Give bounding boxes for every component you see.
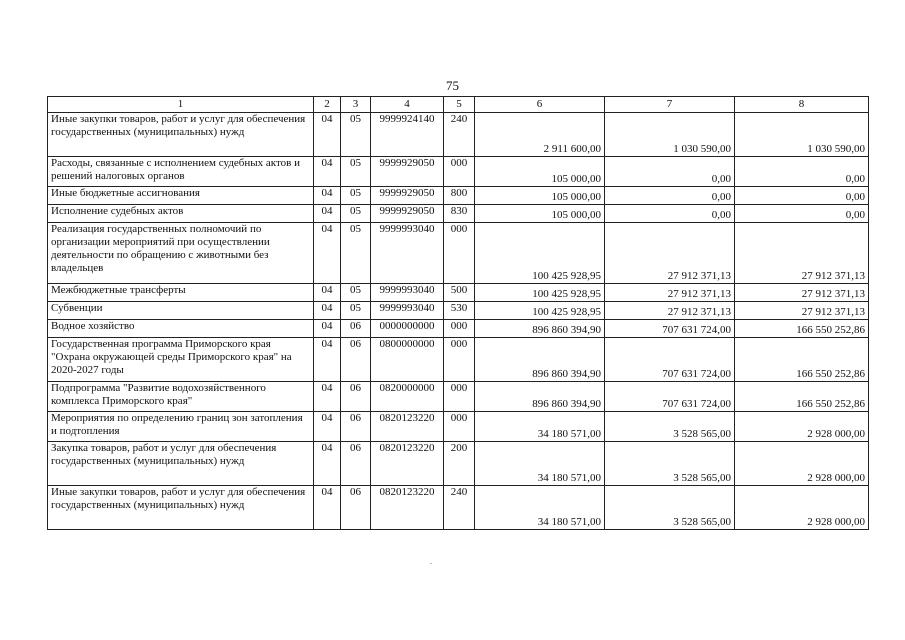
row-amount-3: 2 928 000,00 [735, 486, 869, 530]
row-section: 04 [314, 157, 341, 187]
table-row [48, 320, 869, 338]
col-subsection-header: 3 [341, 97, 371, 113]
row-subsection: 05 [341, 157, 371, 187]
row-subsection: 06 [341, 486, 371, 530]
row-amount-2: 707 631 724,00 [605, 338, 735, 382]
row-amount-1: 100 425 928,95 [475, 284, 605, 302]
row-expense-type: 240 [444, 113, 475, 157]
row-amount-2: 0,00 [605, 157, 735, 187]
row-amount-2: 3 528 565,00 [605, 442, 735, 486]
row-amount-1: 2 911 600,00 [475, 113, 605, 157]
row-amount-3: 2 928 000,00 [735, 412, 869, 442]
row-amount-2: 3 528 565,00 [605, 412, 735, 442]
row-target-article: 0820000000 [371, 382, 444, 412]
row-amount-1: 34 180 571,00 [475, 442, 605, 486]
row-amount-2: 27 912 371,13 [605, 302, 735, 320]
row-amount-1: 896 860 394,90 [475, 382, 605, 412]
row-amount-1: 896 860 394,90 [475, 338, 605, 382]
row-expense-type: 000 [444, 412, 475, 442]
row-amount-2: 27 912 371,13 [605, 284, 735, 302]
row-subsection: 05 [341, 113, 371, 157]
row-amount-3: 27 912 371,13 [735, 284, 869, 302]
row-subsection: 05 [341, 205, 371, 223]
table-row [48, 302, 869, 320]
row-target-article: 9999993040 [371, 284, 444, 302]
row-amount-2: 707 631 724,00 [605, 320, 735, 338]
table-row [48, 205, 869, 223]
row-name: Межбюджетные трансферты [48, 284, 314, 302]
row-section: 04 [314, 302, 341, 320]
row-name: Исполнение судебных актов [48, 205, 314, 223]
row-name: Иные закупки товаров, работ и услуг для обеспечения государственных (муниципальных) нужд [48, 113, 314, 157]
row-amount-3: 27 912 371,13 [735, 223, 869, 284]
table-row [48, 223, 869, 284]
row-section: 04 [314, 223, 341, 284]
row-target-article: 0820123220 [371, 412, 444, 442]
row-expense-type: 530 [444, 302, 475, 320]
row-subsection: 06 [341, 442, 371, 486]
row-subsection: 05 [341, 302, 371, 320]
row-name: Водное хозяйство [48, 320, 314, 338]
row-expense-type: 800 [444, 187, 475, 205]
row-target-article: 9999993040 [371, 302, 444, 320]
row-section: 04 [314, 412, 341, 442]
table-row [48, 382, 869, 412]
row-subsection: 06 [341, 338, 371, 382]
col-target-article-header: 4 [371, 97, 444, 113]
table-row [48, 113, 869, 157]
row-section: 04 [314, 187, 341, 205]
row-amount-2: 0,00 [605, 205, 735, 223]
row-amount-3: 0,00 [735, 157, 869, 187]
scan-speck [430, 563, 432, 564]
row-expense-type: 000 [444, 320, 475, 338]
row-expense-type: 240 [444, 486, 475, 530]
row-target-article: 9999929050 [371, 157, 444, 187]
row-amount-3: 166 550 252,86 [735, 382, 869, 412]
row-section: 04 [314, 382, 341, 412]
row-target-article: 9999929050 [371, 205, 444, 223]
table-row [48, 442, 869, 486]
row-section: 04 [314, 338, 341, 382]
row-name: Государственная программа Приморского края "Охрана окружающей среды Приморского края" на 2020-2027 годы [48, 338, 314, 382]
row-section: 04 [314, 442, 341, 486]
row-name: Реализация государственных полномочий по организации мероприятий при осуществлении деятельности по обращению с животными без владельцев [48, 223, 314, 284]
row-subsection: 06 [341, 320, 371, 338]
row-amount-3: 166 550 252,86 [735, 338, 869, 382]
row-amount-1: 100 425 928,95 [475, 223, 605, 284]
row-target-article: 9999924140 [371, 113, 444, 157]
row-subsection: 06 [341, 382, 371, 412]
row-amount-1: 105 000,00 [475, 187, 605, 205]
row-name: Расходы, связанные с исполнением судебных актов и решений налоговых органов [48, 157, 314, 187]
row-target-article: 9999993040 [371, 223, 444, 284]
row-amount-1: 100 425 928,95 [475, 302, 605, 320]
row-expense-type: 000 [444, 223, 475, 284]
row-target-article: 0800000000 [371, 338, 444, 382]
row-amount-1: 34 180 571,00 [475, 412, 605, 442]
row-amount-3: 0,00 [735, 187, 869, 205]
row-name: Иные закупки товаров, работ и услуг для обеспечения государственных (муниципальных) нужд [48, 486, 314, 530]
row-section: 04 [314, 284, 341, 302]
col-expense-type-header: 5 [444, 97, 475, 113]
row-amount-2: 707 631 724,00 [605, 382, 735, 412]
row-amount-2: 0,00 [605, 187, 735, 205]
row-amount-3: 1 030 590,00 [735, 113, 869, 157]
page-number: 75 [446, 78, 459, 93]
row-section: 04 [314, 320, 341, 338]
table-row [48, 187, 869, 205]
row-amount-1: 34 180 571,00 [475, 486, 605, 530]
table-row [48, 412, 869, 442]
row-name: Субвенции [48, 302, 314, 320]
row-expense-type: 000 [444, 382, 475, 412]
row-subsection: 05 [341, 223, 371, 284]
row-name: Подпрограмма "Развитие водохозяйственного комплекса Приморского края" [48, 382, 314, 412]
row-target-article: 9999929050 [371, 187, 444, 205]
row-section: 04 [314, 113, 341, 157]
table-row [48, 284, 869, 302]
col-amount-1-header: 6 [475, 97, 605, 113]
col-amount-3-header: 8 [735, 97, 869, 113]
col-amount-2-header: 7 [605, 97, 735, 113]
table-body [48, 113, 869, 530]
row-section: 04 [314, 205, 341, 223]
row-amount-3: 0,00 [735, 205, 869, 223]
table-row [48, 486, 869, 530]
row-amount-2: 1 030 590,00 [605, 113, 735, 157]
col-section-header: 2 [314, 97, 341, 113]
row-name: Мероприятия по определению границ зон затопления и подтопления [48, 412, 314, 442]
budget-table [47, 96, 869, 530]
row-subsection: 05 [341, 284, 371, 302]
row-amount-3: 27 912 371,13 [735, 302, 869, 320]
row-expense-type: 200 [444, 442, 475, 486]
row-amount-1: 896 860 394,90 [475, 320, 605, 338]
table-row [48, 338, 869, 382]
table-row [48, 157, 869, 187]
row-subsection: 06 [341, 412, 371, 442]
row-subsection: 05 [341, 187, 371, 205]
row-expense-type: 000 [444, 338, 475, 382]
row-target-article: 0000000000 [371, 320, 444, 338]
row-expense-type: 000 [444, 157, 475, 187]
row-amount-2: 3 528 565,00 [605, 486, 735, 530]
col-name-header: 1 [48, 97, 314, 113]
row-target-article: 0820123220 [371, 486, 444, 530]
row-name: Закупка товаров, работ и услуг для обеспечения государственных (муниципальных) нужд [48, 442, 314, 486]
row-name: Иные бюджетные ассигнования [48, 187, 314, 205]
row-amount-1: 105 000,00 [475, 205, 605, 223]
row-target-article: 0820123220 [371, 442, 444, 486]
header-row [48, 97, 869, 113]
row-amount-2: 27 912 371,13 [605, 223, 735, 284]
row-expense-type: 500 [444, 284, 475, 302]
row-amount-3: 2 928 000,00 [735, 442, 869, 486]
row-amount-1: 105 000,00 [475, 157, 605, 187]
row-expense-type: 830 [444, 205, 475, 223]
row-section: 04 [314, 486, 341, 530]
row-amount-3: 166 550 252,86 [735, 320, 869, 338]
